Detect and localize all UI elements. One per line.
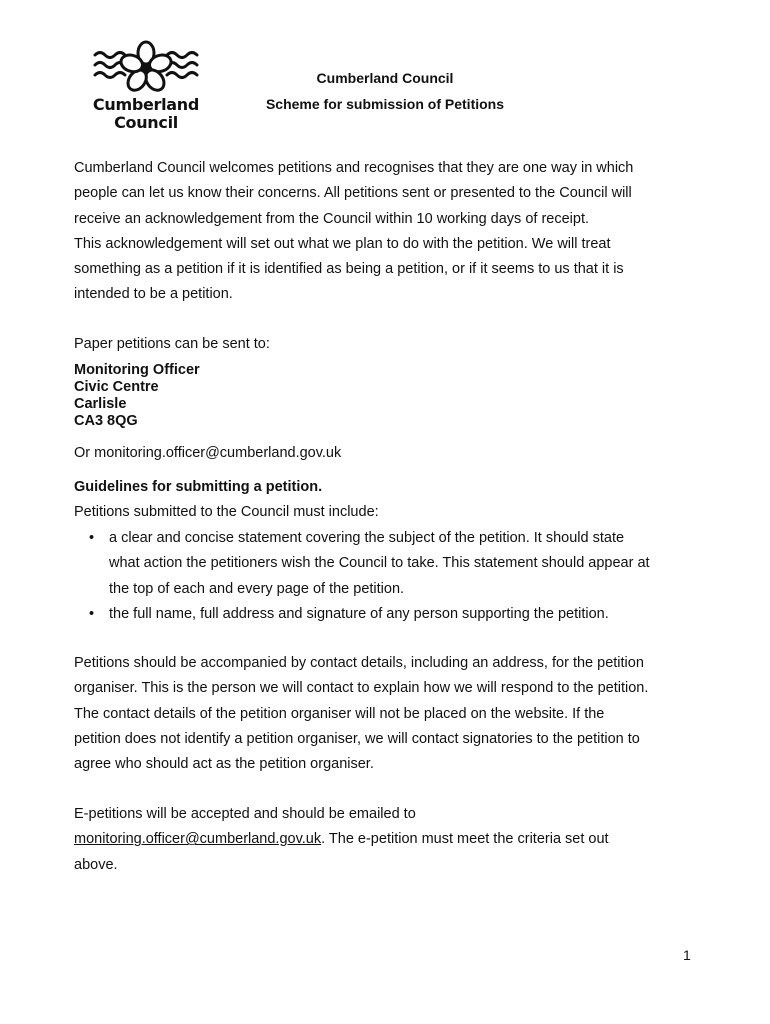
list-item: [74, 526, 714, 602]
text-line: The contact details of the petition organiser will not be placed on the website. If the: [74, 705, 605, 722]
logo-text-line2: Council: [114, 113, 178, 132]
council-logo: [90, 38, 210, 130]
text-line: organiser. This is the person we will contact to explain how we will respond to the petition.: [74, 680, 649, 697]
contact-paragraph: [74, 651, 714, 777]
text-line: Petitions should be accompanied by contact details, including an address, for the petition: [74, 655, 644, 671]
page-number: 1: [683, 947, 691, 963]
email-link[interactable]: monitoring.officer@cumberland.gov.uk: [74, 831, 322, 848]
guidelines-list: [74, 526, 714, 627]
text-line: something as a petition if it is identified as being a petition, or if it seems to us that it is: [74, 261, 624, 278]
text-line: [74, 827, 714, 852]
text-line: E-petitions will be accepted and should be emailed to: [74, 806, 416, 822]
text-line: the full name, full address and signature of any person supporting the petition.: [109, 605, 609, 622]
guidelines-heading: Guidelines for submitting a petition.: [74, 479, 323, 495]
text-line: petition does not identify a petition organiser, we will contact signatories to the petition to: [74, 730, 640, 747]
address-line: Monitoring Officer: [74, 362, 200, 378]
text-line: the top of each and every page of the petition.: [109, 580, 405, 597]
postal-address: [74, 362, 200, 430]
text-line: a clear and concise statement covering the subject of the petition. It should state: [109, 530, 625, 546]
text-line: people can let us know their concerns. All petitions sent or presented to the Council will: [74, 185, 632, 202]
address-line: CA3 8QG: [74, 413, 138, 429]
address-line: Civic Centre: [74, 379, 159, 395]
bullet: •: [89, 605, 95, 622]
document-subtitle: Scheme for submission of Petitions: [265, 96, 505, 112]
text-line: This acknowledgement will set out what we plan to do with the petition. We will treat: [74, 235, 611, 252]
guidelines-intro: Petitions submitted to the Council must include:: [74, 504, 379, 520]
text-line: what action the petitioners wish the Council to take. This statement should appear at: [109, 555, 650, 572]
paper-petitions-intro: Paper petitions can be sent to:: [74, 336, 270, 352]
flower-logo-icon: [90, 38, 202, 94]
text-fragment: . The e-petition must meet the criteria set out: [321, 831, 609, 848]
text-line: intended to be a petition.: [74, 286, 233, 303]
document-title: Cumberland Council: [316, 70, 454, 86]
text-line: receive an acknowledgement from the Council within 10 working days of receipt.: [74, 210, 590, 227]
bullet: •: [89, 530, 95, 546]
intro-paragraph: [74, 156, 714, 308]
epetitions-paragraph: [74, 802, 714, 878]
email-contact-line: Or monitoring.officer@cumberland.gov.uk: [74, 445, 342, 461]
text-line: agree who should act as the petition organiser.: [74, 756, 374, 773]
logo-text-line1: Cumberland: [92, 95, 200, 114]
list-item: [74, 602, 714, 627]
address-line: Carlisle: [74, 396, 127, 412]
text-line: above.: [74, 856, 118, 873]
text-line: Cumberland Council welcomes petitions and recognises that they are one way in which: [74, 160, 634, 176]
